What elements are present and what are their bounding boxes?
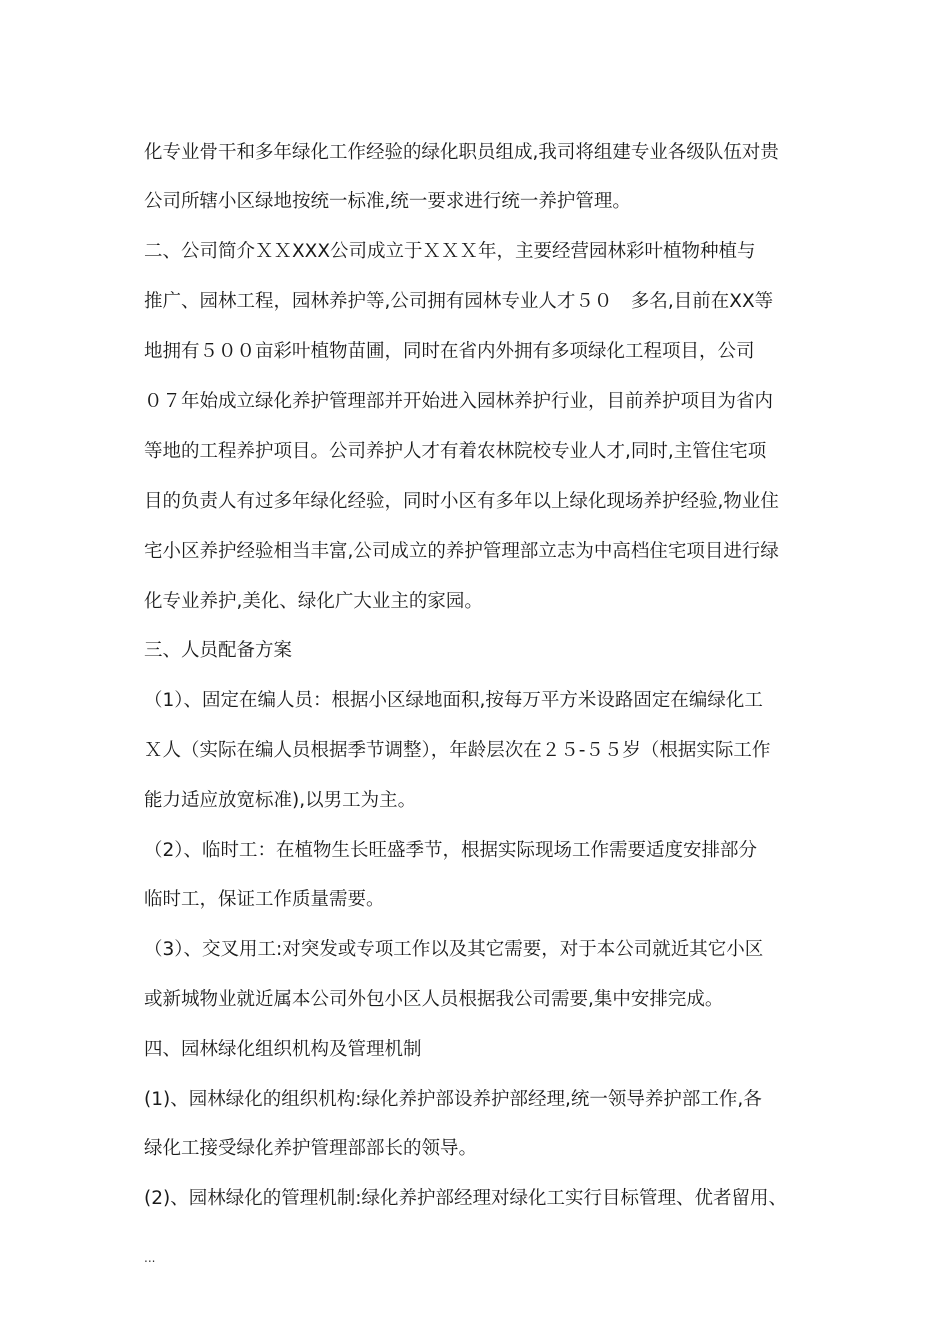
text-line-2: 公司所辖小区绿地按统一标准,统一要求进行统一养护管理。 — [144, 191, 631, 212]
text-line-22: (2)、园林绿化的管理机制:绿化养护部经理对绿化工实行目标管理、优者留用、 — [144, 1188, 787, 1209]
text-line-18: 或新城物业就近属本公司外包小区人员根据我公司需要,集中安排完成。 — [144, 989, 724, 1010]
text-line-21: 绿化工接受绿化养护管理部部长的领导。 — [144, 1138, 478, 1159]
text-line-1: 化专业骨干和多年绿化工作经验的绿化职员组成,我司将组建专业各级队伍对贵 — [144, 142, 779, 163]
text-line-7: 等地的工程养护项目。公司养护人才有着农林院校专业人才,同时,主管住宅项 — [144, 441, 767, 462]
text-line-15: （2）、临时工：在植物生长旺盛季节，根据实际现场工作需要适度安排部分 — [144, 840, 758, 861]
text-line-9: 宅小区养护经验相当丰富,公司成立的养护管理部立志为中高档住宅项目进行绿 — [144, 541, 779, 562]
text-line-20: (1)、园林绿化的组织机构:绿化养护部设养护部经理,统一领导养护部工作,各 — [144, 1089, 762, 1110]
text-line-13: Ｘ人（实际在编人员根据季节调整），年龄层次在２５-５５岁（根据实际工作 — [144, 740, 771, 761]
text-line-12: （1）、固定在编人员：根据小区绿地面积,按每万平方米设路固定在编绿化工 — [144, 690, 763, 711]
page-footer-ellipsis: ... — [144, 1251, 156, 1265]
text-line-16: 临时工，保证工作质量需要。 — [144, 889, 385, 910]
text-line-14: 能力适应放宽标准),以男工为主。 — [144, 790, 417, 811]
section-three-heading: 三、人员配备方案 — [144, 640, 293, 661]
text-line-10: 化专业养护,美化、绿化广大业主的家园。 — [144, 591, 483, 612]
text-line-6: ０７年始成立绿化养护管理部并开始进入园林养护行业，目前养护项目为省内 — [144, 391, 774, 412]
text-line-17: （3）、交叉用工:对突发或专项工作以及其它需要，对于本公司就近其它小区 — [144, 939, 764, 960]
text-line-4: 推广、园林工程，园林养护等,公司拥有园林专业人才５０ 多名,目前在XX等 — [144, 291, 774, 312]
text-line-5: 地拥有５００亩彩叶植物苗圃，同时在省内外拥有多项绿化工程项目，公司 — [144, 341, 755, 362]
section-two-heading-line: 二、公司简介ＸＸXXX公司成立于ＸＸＸ年，主要经营园林彩叶植物种植与 — [144, 241, 756, 262]
text-line-8: 目的负责人有过多年绿化经验，同时小区有多年以上绿化现场养护经验,物业住 — [144, 491, 779, 512]
section-four-heading: 四、园林绿化组织机构及管理机制 — [144, 1039, 422, 1060]
